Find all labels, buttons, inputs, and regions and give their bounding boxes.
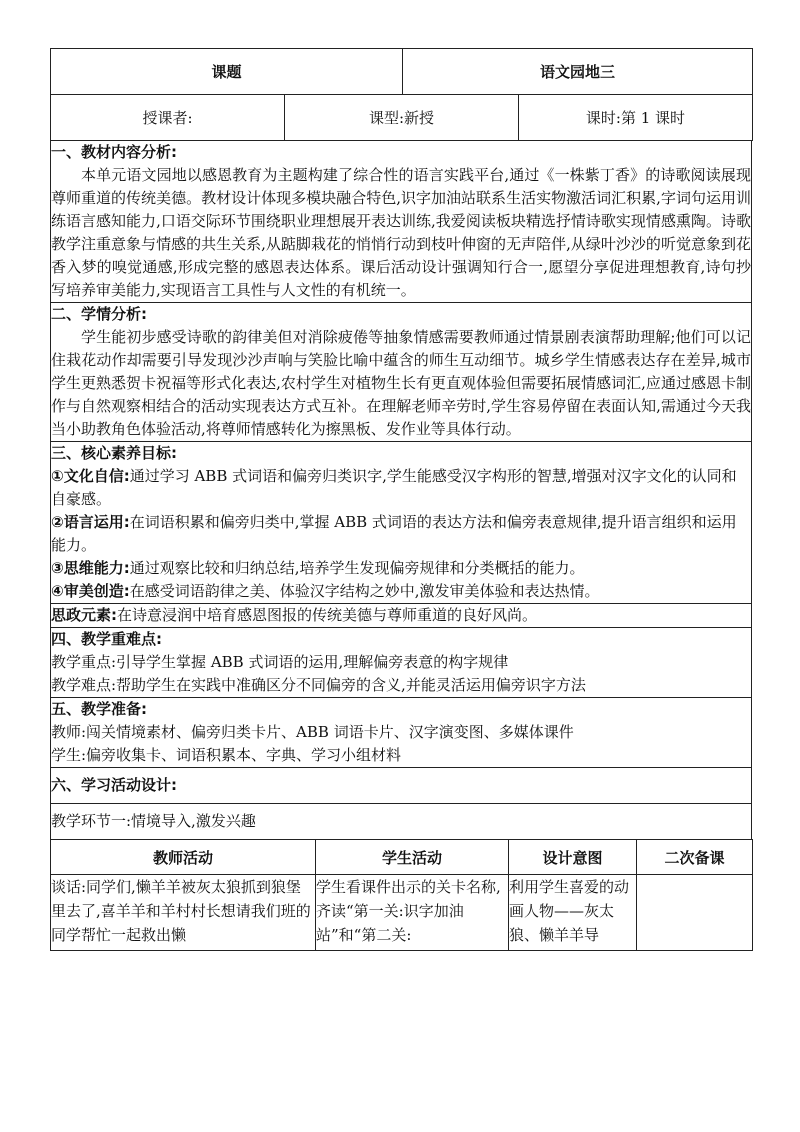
ideology-label: 思政元素: <box>51 606 117 624</box>
column-header-intent: 设计意图 <box>509 840 637 875</box>
teacher-label: 授课者: <box>51 95 285 141</box>
column-header-teacher: 教师活动 <box>51 840 316 875</box>
column-header-revision: 二次备课 <box>637 840 753 875</box>
lesson-plan-sheet <box>50 48 752 951</box>
info-table <box>50 94 753 141</box>
activity-table <box>50 839 753 951</box>
revision-text <box>637 875 752 950</box>
teacher-activity-text: 谈话:同学们,懒羊羊被灰太狼抓到狼堡里去了,喜羊羊和羊村村长想请我们班的同学帮忙一起救出懒 <box>51 878 311 944</box>
goal-text: 在词语积累和偏旁归类中,掌握 ABB 式词语的表达方法和偏旁表意规律,提升语言组织和运用能力。 <box>51 513 737 554</box>
section-content <box>51 141 752 303</box>
goal-item <box>51 465 751 511</box>
section-preparation-title: 五、教学准备: <box>51 700 147 718</box>
student-activity-cell <box>316 875 509 951</box>
section-key-points-title: 四、教学重难点: <box>51 630 162 648</box>
section-content-title: 一、教材内容分析: <box>51 143 177 161</box>
lesson-period: 课时:第 1 课时 <box>519 95 753 141</box>
header-table <box>50 48 753 95</box>
step-one-cell <box>51 804 752 840</box>
column-header-student: 学生活动 <box>316 840 509 875</box>
key-point-line: 教学难点:帮助学生在实践中准确区分不同偏旁的含义,并能灵活运用偏旁识字方法 <box>51 676 586 694</box>
section-key-points <box>51 628 752 698</box>
ideology-text: 在诗意浸润中培育感恩图报的传统美德与尊师重道的良好风尚。 <box>117 606 538 624</box>
goal-item <box>51 557 751 580</box>
goal-label: ③思维能力: <box>51 559 130 577</box>
section-content-text: 本单元语文园地以感恩教育为主题构建了综合性的语言实践平台,通过《一株紫丁香》的诗歌阅读展现尊师重道的传统美德。教材设计体现多模块融合特色,识字加油站联系生活实物激活词汇积累,字词句运用训练语言感知能力,口语交际环节围绕职业理想展开表达训练,我爱阅读板块精选抒情诗歌实现情感熏陶。诗歌教学注重意象与情感的共生关系,从踮脚栽花的悄悄行动到枝叶伸窗的无声陪伴,从绿叶沙沙的听觉意象到花香入梦的嗅觉通感,形成完整的感恩表达体系。课后活动设计强调知行合一,愿望分享促进理想教育,诗句抄写培养审美能力,实现语言工具性与人文性的有机统一。 <box>51 166 751 299</box>
body-table <box>50 140 752 840</box>
topic-label: 课题 <box>51 49 403 95</box>
goal-item <box>51 511 751 557</box>
goal-item <box>51 580 751 603</box>
revision-cell <box>637 875 753 951</box>
preparation-line: 学生:偏旁收集卡、词语积累本、字典、学习小组材料 <box>51 746 402 764</box>
lesson-type: 课型:新授 <box>285 95 519 141</box>
key-point-line: 教学重点:引导学生掌握 ABB 式词语的运用,理解偏旁表意的构字规律 <box>51 653 509 671</box>
section-students-text: 学生能初步感受诗歌的韵律美但对消除疲倦等抽象情感需要教师通过情景剧表演帮助理解;他们可以记住栽花动作却需要引导发现沙沙声响与笑脸比喻中蕴含的师生互动细节。城乡学生情感表达存在差异,城市学生更熟悉贺卡祝福等形式化表达,农村学生对植物生长有更直观体验但需要拓展情感词汇,应通过感恩卡制作与自然观察相结合的活动实现表达方式互补。在理解老师辛劳时,学生容易停留在表面认知,需通过今天我当小助教角色体验活动,将尊师情感转化为擦黑板、发作业等具体行动。 <box>51 328 751 438</box>
section-goals <box>51 442 752 604</box>
goal-label: ②语言运用: <box>51 513 130 531</box>
section-preparation <box>51 698 752 768</box>
section-goals-title: 三、核心素养目标: <box>51 444 177 462</box>
topic-value: 语文园地三 <box>403 49 753 95</box>
preparation-line: 教师:闯关情境素材、偏旁归类卡片、ABB 词语卡片、汉字演变图、多媒体课件 <box>51 723 574 741</box>
section-students-title: 二、学情分析: <box>51 305 147 323</box>
goal-text: 在感受词语韵律之美、体验汉字结构之妙中,激发审美体验和表达热情。 <box>129 582 600 600</box>
section-activities-title: 六、学习活动设计: <box>51 776 177 794</box>
section-activities-title-cell <box>51 768 752 804</box>
goal-label: ④审美创造: <box>51 582 130 600</box>
step-one-title: 教学环节一:情境导入,激发兴趣 <box>51 812 256 830</box>
design-intent-cell <box>509 875 637 951</box>
teacher-activity-cell <box>51 875 316 951</box>
section-ideology <box>51 604 752 628</box>
section-students <box>51 303 752 442</box>
student-activity-text: 学生看课件出示的关卡名称,齐读“第一关:识字加油站”和“第二关: <box>316 878 501 944</box>
goal-label: ①文化自信: <box>51 467 130 485</box>
goal-text: 通过学习 ABB 式词语和偏旁归类识字,学生能感受汉字构形的智慧,增强对汉字文化的认同和自豪感。 <box>51 467 737 508</box>
design-intent-text: 利用学生喜爱的动画人物——灰太狼、懒羊羊导 <box>509 878 630 944</box>
goal-text: 通过观察比较和归纳总结,培养学生发现偏旁规律和分类概括的能力。 <box>129 559 585 577</box>
